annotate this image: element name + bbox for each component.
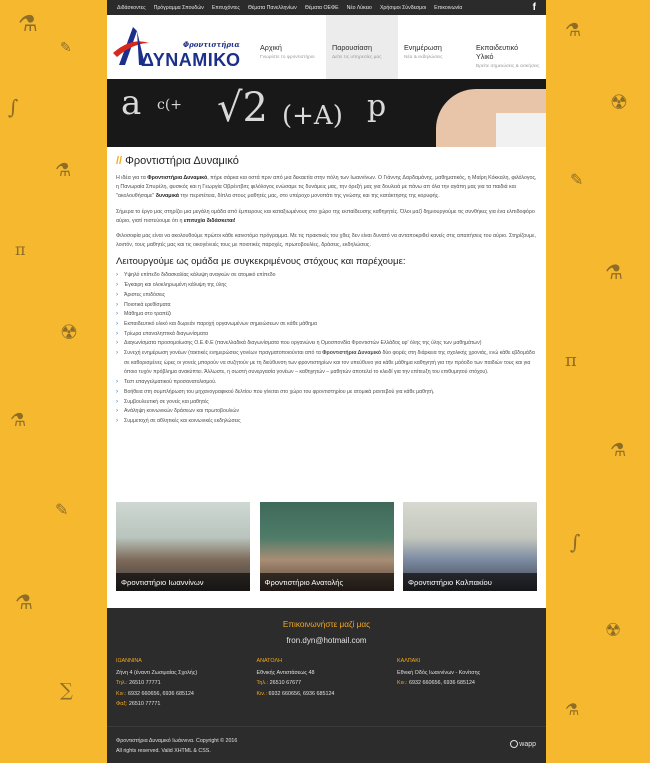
top-menu-teachers[interactable]: Διδάσκοντες	[117, 4, 146, 11]
mobile-value: 6932 660656, 6936 685124	[127, 690, 194, 697]
branch-card-anatoli[interactable]	[260, 502, 394, 591]
chalkboard-doodle: a	[121, 83, 142, 123]
contact-heading: Επικοινωνήστε μαζί μας	[282, 620, 371, 629]
list-item	[116, 291, 538, 301]
background-doodle: π	[565, 350, 577, 371]
chevron-right-icon: ›	[116, 282, 118, 289]
list-item	[116, 320, 538, 330]
chevron-right-icon: ›	[116, 291, 118, 298]
nav-tab-home[interactable]	[254, 15, 326, 79]
facebook-icon[interactable]: f	[532, 2, 536, 13]
mobile-label: Κιν.:	[256, 690, 267, 697]
contact-email-link[interactable]: fron.dyn@hotmail.com	[286, 636, 367, 645]
intro-text-1: Η ιδέα για τα	[116, 175, 148, 181]
contact-col-kalpaki	[397, 658, 537, 710]
today-text-bold: επιτυχία διδάσκεται!	[183, 217, 236, 224]
title-row	[116, 155, 538, 167]
chevron-right-icon: ›	[116, 408, 118, 415]
background-doodle: ∫	[570, 530, 581, 554]
nav-tab-subtitle: Γνωρίστε το φροντιστήριο	[260, 55, 315, 60]
list-item	[116, 349, 538, 378]
chevron-right-icon: ›	[116, 272, 118, 279]
mobile-value: 6932 660656, 6936 685124	[268, 690, 335, 697]
mobile-value: 6932 660656, 6936 685124	[408, 680, 475, 687]
goal-text: Υψηλό επίπεδο διδασκαλίας κάλυψη αναγκών σε ατομικό επίπεδο	[124, 272, 276, 279]
nav-tab-title: Εκπαιδευτικό Υλικό	[476, 43, 519, 61]
background-doodle: ⚗	[55, 160, 72, 181]
branch-card-ioannina[interactable]	[116, 502, 250, 591]
chevron-right-icon: ›	[116, 379, 118, 386]
logo-title: ΔΥΝΑΜΙΚΟ	[141, 50, 241, 70]
branch-caption: Φροντιστήριο Ιωαννίνων	[116, 573, 250, 591]
top-menu-contact[interactable]: Επικοινωνία	[434, 4, 463, 11]
chevron-right-icon: ›	[116, 417, 118, 424]
list-item	[116, 271, 538, 281]
intro-text-3: την περιπέτεια, δίπλα στους μαθητές μας, στο υπέροχο μονοπάτι της γνώσης και της κατάκτησης της κορυφής.	[179, 193, 440, 200]
top-menu-new-lyceum[interactable]: Νέο Λύκειο	[346, 4, 372, 11]
nav-tab-title: Ενημέρωση	[404, 43, 442, 52]
main-nav	[254, 15, 542, 79]
top-menu-oefe[interactable]: Θέματα ΟΕΦΕ	[304, 4, 339, 11]
background-doodle: ⚗	[10, 410, 27, 431]
branch-phone	[116, 678, 256, 688]
chalkboard-doodle: c(+	[157, 97, 183, 113]
list-item	[116, 417, 538, 427]
header	[107, 15, 546, 79]
fax-value: 26510 77771	[128, 701, 161, 708]
intro-text-2: , πήρε σάρκα και οστά πριν από μια δεκαετία στην πόλη των Ιωαννίνων. Ο Γιάννης Δαρδαμάνης, μαθηματικός, η Μαίρη Κόκκαλη, φιλόλογος, η Πανωραία Σπυρέλη, φυσικός και η Γεωργία Οβρέντβιτς φιλόλογος ενώσαμε τις δυνάμεις μας, την όρεξή μας για δουλειά με πάνω απ όλα την αγάπη μας για τα παιδιά και "ακολουθήσαμε"	[116, 175, 537, 200]
goal-text-brand: Φροντιστήρια Δυναμικό	[322, 350, 381, 357]
branches-row	[116, 502, 537, 591]
goal-text: Εκπαιδευτικό υλικό και δωρεάν παροχή οργανωμένων σημειώσεων σε κάθε μάθημα	[124, 320, 317, 327]
list-item	[116, 301, 538, 311]
intro-paragraph	[116, 174, 538, 202]
chevron-right-icon: ›	[116, 398, 118, 405]
nav-tab-subtitle: Νέα & εκδηλώσεις	[404, 55, 443, 60]
intro-text-brand: Φροντιστήρια Δυναμικό	[147, 175, 208, 181]
top-menu-links[interactable]: Χρήσιμοι Σύνδεσμοι	[379, 4, 427, 11]
goal-text: Μάθημα στο τραπέζι	[124, 311, 172, 318]
nav-tab-title: Αρχική	[260, 43, 282, 52]
list-item	[116, 398, 538, 408]
branch-mobile	[397, 678, 537, 688]
background-doodle: ☢	[60, 320, 78, 344]
rights-line: All rights reserved. Valid XHTML & CSS.	[116, 747, 211, 754]
chalkboard-doodle: (+A)	[282, 101, 343, 131]
goal-text: Συνεχή ενημέρωση γονέων (τακτικές ενημερώσεις γονέων πραγματοποιούνται από τα	[124, 350, 323, 357]
branch-mobile	[257, 689, 397, 699]
today-paragraph	[116, 208, 538, 226]
branch-name: ΑΝΑΤΟΛΗ	[256, 658, 282, 664]
mobile-label: Κιν.:	[116, 690, 127, 697]
chevron-right-icon: ›	[116, 340, 118, 347]
list-item	[116, 330, 538, 340]
background-doodle: ⚗	[605, 260, 623, 284]
page-title: Φροντιστήρια Δυναμικό	[125, 155, 239, 167]
list-item	[116, 310, 538, 320]
intro-text-dynamic: δυναμικά	[155, 193, 180, 200]
branch-caption: Φροντιστήριο Ανατολής	[260, 573, 394, 591]
phone-label: Τηλ.:	[116, 680, 128, 687]
credit-text: wapp	[519, 740, 536, 748]
fax-label: Φαξ:	[116, 701, 128, 708]
chalkboard-doodle: p	[367, 89, 387, 124]
chevron-right-icon: ›	[116, 320, 118, 327]
branch-card-kalpaki[interactable]	[403, 502, 537, 591]
chevron-right-icon: ›	[116, 311, 118, 318]
copyright-line: Φροντιστήρια Δυναμικό Ιωάννινα. Copyright © 2016	[116, 738, 238, 744]
goal-text: Συμβουλευτική σε γονείς και μαθητές	[124, 398, 209, 405]
goal-text: Τρίωρα επαναληπτικά διαγωνίσματα	[124, 330, 208, 337]
sleeve-illustration	[496, 113, 546, 147]
goal-text: Διαγωνίσματα προσομοίωσης Ο.Ε.Φ.Ε (πανελλαδικά διαγωνίσματα που οργανώνει η Ομοσπονδία Φροντιστών Ελλάδος εφ' όλης της ύλης των μαθημάτων)	[124, 340, 482, 347]
background-doodle: ✎	[570, 170, 584, 189]
branch-address: Ζήνη 4 (έναντι Ζωσιμαίας Σχολής)	[116, 670, 198, 676]
nav-tab-subtitle: Δείτε τις υπηρεσίες μας	[332, 55, 382, 60]
page-container	[107, 0, 546, 763]
background-doodle: ⚗	[610, 440, 627, 461]
nav-tab-material[interactable]	[470, 15, 542, 79]
background-doodle: ✎	[55, 500, 69, 519]
top-menu-successful[interactable]: Επιτυχόντες	[211, 4, 240, 11]
branch-mobile	[116, 689, 256, 699]
title-accent-icon: //	[116, 155, 123, 167]
list-item	[116, 378, 538, 388]
background-doodle: ∫	[8, 95, 19, 119]
list-item	[116, 339, 538, 349]
chevron-right-icon: ›	[116, 330, 118, 337]
top-menu-bar	[107, 0, 546, 15]
list-item	[116, 281, 538, 291]
goal-text: Ανάληψη κοινωνικών δράσεων και πρωτοβουλιών	[124, 408, 240, 415]
goals-heading: Λειτουργούμε ως ομάδα με συγκεκριμένους στόχους και παρέχουμε:	[116, 256, 406, 268]
background-doodle: ☢	[610, 90, 628, 114]
hero-banner-image	[107, 79, 546, 147]
branch-name: ΙΩΑΝΝΙΝΑ	[116, 658, 142, 664]
list-item	[116, 388, 538, 398]
top-menu-curriculum[interactable]: Πρόγραμμα Σπουδών	[153, 4, 204, 11]
goal-text: δύο φορές στη διάρκεια της σχολικής χρονιάς, ενώ κάθε εβδομάδα σε καθορισμένες ώρες οι γονείς μπορούν να συζητούν με τη διεύθυνση των φροντιστηρίων και τον υπεύθυνο για κάθε μάθημα καθηγητή για την πρόοδο των παιδιών τους και για όποιο τυχόν πρόβλημα ανακύπτει. Άλλωστε, η σωστή συνεργασία γονέων – καθηγητών – μαθητών αποτελεί το κλειδί για την επίτευξη του επιθυμητού στόχου).	[124, 350, 535, 376]
mobile-label: Κιν.:	[397, 680, 408, 687]
background-doodle: ✎	[60, 40, 72, 56]
main-content	[116, 155, 538, 427]
background-doodle: ⚗	[565, 700, 580, 719]
goals-list	[116, 271, 538, 426]
branch-caption: Φροντιστήριο Καλπακίου	[403, 573, 537, 591]
wapp-logo-icon	[510, 740, 518, 748]
branch-fax	[116, 699, 256, 709]
phone-value: 26510 77771	[129, 680, 161, 687]
goal-text: Βοήθεια στη συμπλήρωση του μηχανογραφικού δελτίου που γίνεται στο χώρο του φροντιστηρίου με ατομικά ραντεβού για κάθε μαθητή.	[124, 388, 435, 395]
list-item	[116, 407, 538, 417]
contact-col-ioannina	[116, 658, 256, 710]
copyright	[116, 737, 237, 756]
background-doodle: π	[15, 240, 26, 259]
phone-label: Τηλ.:	[256, 680, 269, 687]
branch-contact-columns	[116, 658, 537, 710]
nav-tab-title: Παρουσίαση	[332, 43, 372, 52]
goal-text: Έγκαιρη και ολοκληρωμένη κάλυψη της ύλης	[124, 282, 227, 289]
nav-tab-presentation[interactable]	[326, 15, 398, 79]
background-doodle: ☢	[605, 620, 622, 641]
chevron-right-icon: ›	[116, 388, 118, 395]
goal-text: Τεστ επαγγελματικού προσανατολισμού.	[124, 379, 217, 386]
branch-phone	[257, 678, 397, 688]
contact-col-anatoli	[257, 658, 397, 710]
goal-text: Συμμετοχή σε αθλητικές και κοινωνικές εκδηλώσεις	[124, 417, 241, 424]
top-menu-panhellenic[interactable]: Θέματα Πανελληνίων	[247, 4, 297, 11]
chevron-right-icon: ›	[116, 301, 118, 308]
phone-value: 26510 67677	[269, 680, 302, 687]
philosophy-paragraph: Φιλοσοφία μας είναι να ακολουθούμε πρώτοι κάθε καινοτόμο πρόγραμμα. Με τις πρακτικές του χθες δεν είναι δυνατό να ανταποκριθεί κανείς στις απαιτήσεις του αύριο. Στηρίζουμε, λοιπόν, τους μαθητές μας και τις οικογένειές τους με ποιοτικές παροχές, πρωτοβουλίες, δράσεις, εκδηλώσεις.	[116, 233, 536, 249]
chalkboard-doodle: √2	[217, 85, 268, 131]
nav-tab-news[interactable]	[398, 15, 470, 79]
developer-credit-link[interactable]	[510, 740, 536, 748]
goal-text: Ποιοτικά ερεθίσματα	[124, 301, 171, 308]
branch-address: Εθνική Οδός Ιωαννίνων - Κονίτσης	[397, 670, 481, 676]
background-doodle: ⚗	[565, 20, 582, 41]
nav-tab-subtitle: Βρείτε σημειώσεις & ασκήσεις	[476, 64, 540, 69]
background-doodle: ∑	[60, 680, 73, 701]
branch-address: Εθνικής Αντιστάσεως 48	[256, 670, 315, 676]
today-text: Σήμερα το έργο μας στηρίζει μια μεγάλη ομάδα από έμπειρους και καταξιωμένους στο χώρο της εκπαίδευσης καθηγητές. Όλοι μαζί δημιουργούμε τις συνθήκες για ένα ελπιδοφόρο αύριο, γιατί πιστεύουμε ότι η	[116, 208, 535, 224]
footer	[107, 608, 546, 763]
footer-divider	[107, 726, 546, 727]
logo[interactable]	[111, 25, 241, 71]
logo-subtitle: Φροντιστήρια	[183, 40, 240, 49]
branch-name: ΚΑΛΠΑΚΙ	[397, 658, 421, 664]
chevron-right-icon: ›	[116, 350, 118, 357]
goal-text: Άριστες επιδόσεις	[124, 291, 166, 298]
background-doodle: ⚗	[18, 12, 38, 37]
background-doodle: ⚗	[15, 590, 33, 614]
